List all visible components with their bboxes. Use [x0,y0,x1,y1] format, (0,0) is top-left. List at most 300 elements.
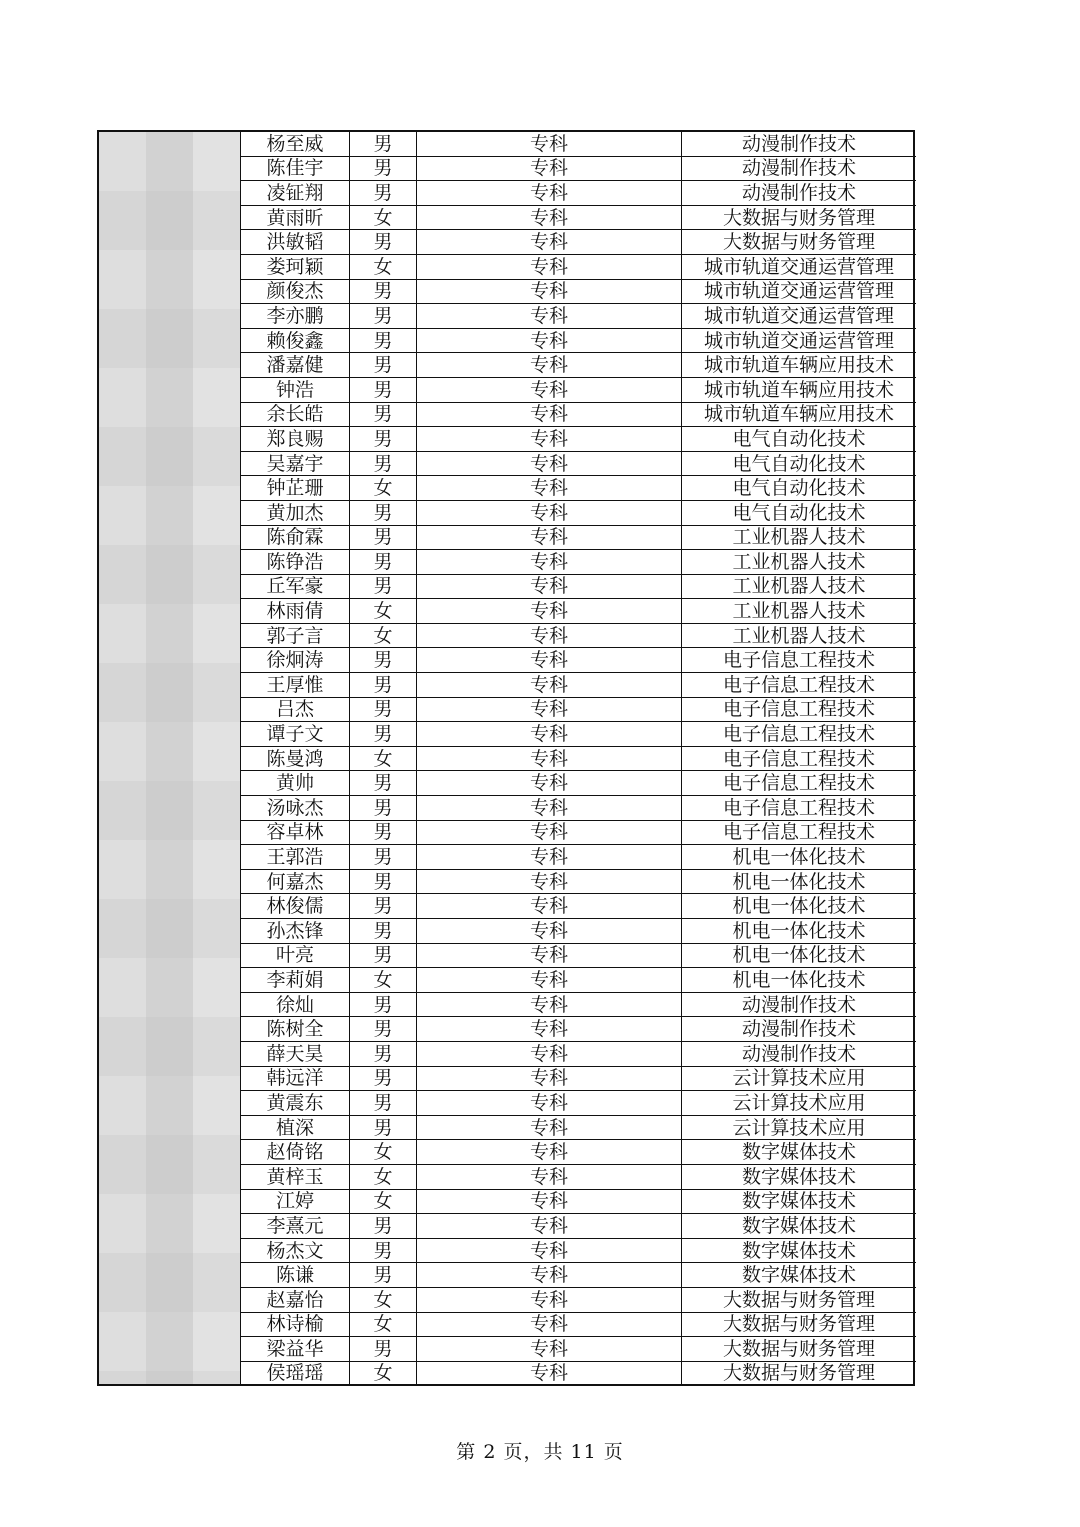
education-level-cell: 专科 [417,1312,682,1337]
table-row [241,968,916,993]
gender-cell: 男 [350,328,417,353]
redaction-block [193,1135,240,1194]
redaction-block [193,840,240,899]
education-level-cell: 专科 [417,304,682,329]
gender-cell: 男 [350,1214,417,1239]
education-level-cell: 专科 [417,722,682,747]
major-cell: 城市轨道车辆应用技术 [682,377,917,402]
redaction-block [99,191,146,250]
gender-cell: 男 [350,181,417,206]
gender-cell: 男 [350,771,417,796]
education-level-cell: 专科 [417,1189,682,1214]
table-row [241,451,916,476]
student-name-cell: 陈俞霖 [241,525,350,550]
education-level-cell: 专科 [417,1017,682,1042]
table-row [241,205,916,230]
gender-cell: 男 [350,648,417,673]
student-table-sheet [97,130,915,1386]
redaction-block [146,1135,193,1194]
education-level-cell: 专科 [417,205,682,230]
page-footer: 第 2 页，共 11 页 [456,1441,624,1463]
gender-cell: 女 [350,1189,417,1214]
table-row [241,500,916,525]
table-row [241,919,916,944]
redaction-block [193,722,240,781]
redaction-block [99,1371,146,1384]
student-name-cell: 颜俊杰 [241,279,350,304]
table-row [241,476,916,501]
redaction-block [146,722,193,781]
redaction-block [193,250,240,309]
student-name-cell: 汤咏杰 [241,796,350,821]
table-row [241,992,916,1017]
student-name-cell: 赵嘉怡 [241,1287,350,1312]
table-row [241,1091,916,1116]
table-row [241,746,916,771]
gender-cell: 男 [350,377,417,402]
education-level-cell: 专科 [417,254,682,279]
education-level-cell: 专科 [417,500,682,525]
gender-cell: 男 [350,500,417,525]
gender-cell: 男 [350,574,417,599]
gender-cell: 男 [350,427,417,452]
redaction-block [99,840,146,899]
redaction-block [99,250,146,309]
major-cell: 大数据与财务管理 [682,1337,917,1362]
gender-cell: 女 [350,968,417,993]
student-name-cell: 洪敏韬 [241,230,350,255]
table-row [241,525,916,550]
education-level-cell: 专科 [417,796,682,821]
education-level-cell: 专科 [417,1263,682,1288]
table-row [241,304,916,329]
education-level-cell: 专科 [417,623,682,648]
education-level-cell: 专科 [417,279,682,304]
table-row [241,673,916,698]
education-level-cell: 专科 [417,673,682,698]
gender-cell: 女 [350,1287,417,1312]
major-cell: 机电一体化技术 [682,869,917,894]
major-cell: 电子信息工程技术 [682,673,917,698]
table-row [241,1189,916,1214]
education-level-cell: 专科 [417,845,682,870]
student-name-cell: 余长皓 [241,402,350,427]
major-cell: 工业机器人技术 [682,599,917,624]
major-cell: 电气自动化技术 [682,476,917,501]
student-name-cell: 王郭浩 [241,845,350,870]
table-row [241,697,916,722]
gender-cell: 女 [350,1140,417,1165]
redaction-block [99,1253,146,1312]
major-cell: 电子信息工程技术 [682,820,917,845]
education-level-cell: 专科 [417,919,682,944]
redaction-block [193,781,240,840]
table-row [241,599,916,624]
education-level-cell: 专科 [417,451,682,476]
gender-cell: 男 [350,943,417,968]
gender-cell: 男 [350,1017,417,1042]
major-cell: 机电一体化技术 [682,968,917,993]
table-row [241,377,916,402]
education-level-cell: 专科 [417,525,682,550]
gender-cell: 男 [350,673,417,698]
major-cell: 工业机器人技术 [682,574,917,599]
major-cell: 动漫制作技术 [682,1041,917,1066]
major-cell: 机电一体化技术 [682,845,917,870]
major-cell: 城市轨道交通运营管理 [682,304,917,329]
table-row [241,427,916,452]
education-level-cell: 专科 [417,1238,682,1263]
student-name-cell: 潘嘉健 [241,353,350,378]
major-cell: 城市轨道交通运营管理 [682,279,917,304]
education-level-cell: 专科 [417,1066,682,1091]
education-level-cell: 专科 [417,968,682,993]
gender-cell: 男 [350,353,417,378]
table-row [241,181,916,206]
major-cell: 大数据与财务管理 [682,205,917,230]
major-cell: 机电一体化技术 [682,894,917,919]
student-name-cell: 江婷 [241,1189,350,1214]
table-row [241,1214,916,1239]
student-name-cell: 杨杰文 [241,1238,350,1263]
major-cell: 电子信息工程技术 [682,697,917,722]
student-name-cell: 丘军豪 [241,574,350,599]
gender-cell: 男 [350,845,417,870]
major-cell: 城市轨道车辆应用技术 [682,353,917,378]
student-name-cell: 陈曼鸿 [241,746,350,771]
education-level-cell: 专科 [417,820,682,845]
table-row [241,1017,916,1042]
redaction-block [193,1371,240,1384]
table-row [241,550,916,575]
gender-cell: 男 [350,1091,417,1116]
redaction-block [193,1076,240,1135]
student-name-cell: 叶亮 [241,943,350,968]
redaction-block [146,899,193,958]
redaction-block [146,1076,193,1135]
major-cell: 云计算技术应用 [682,1091,917,1116]
major-cell: 工业机器人技术 [682,550,917,575]
education-level-cell: 专科 [417,181,682,206]
gender-cell: 女 [350,599,417,624]
student-name-cell: 李莉娟 [241,968,350,993]
table-row [241,1287,916,1312]
major-cell: 动漫制作技术 [682,132,917,156]
table-row [241,722,916,747]
table-row [241,402,916,427]
major-cell: 云计算技术应用 [682,1115,917,1140]
redaction-block [193,191,240,250]
student-name-cell: 林诗榆 [241,1312,350,1337]
table-row [241,771,916,796]
major-cell: 数字媒体技术 [682,1164,917,1189]
education-level-cell: 专科 [417,1214,682,1239]
education-level-cell: 专科 [417,1091,682,1116]
redaction-block [99,1194,146,1253]
student-name-cell: 杨至威 [241,132,350,156]
redaction-block [146,368,193,427]
student-name-cell: 陈佳宇 [241,156,350,181]
student-name-cell: 陈谦 [241,1263,350,1288]
redaction-block [99,545,146,604]
education-level-cell: 专科 [417,402,682,427]
redaction-block [99,368,146,427]
redaction-block [146,840,193,899]
table-row [241,230,916,255]
major-cell: 动漫制作技术 [682,156,917,181]
redaction-block [193,545,240,604]
student-name-cell: 薛天昊 [241,1041,350,1066]
gender-cell: 男 [350,156,417,181]
gender-cell: 男 [350,1337,417,1362]
gender-cell: 男 [350,1066,417,1091]
table-row [241,648,916,673]
major-cell: 工业机器人技术 [682,623,917,648]
redaction-block [146,1194,193,1253]
education-level-cell: 专科 [417,377,682,402]
major-cell: 电子信息工程技术 [682,796,917,821]
major-cell: 电子信息工程技术 [682,746,917,771]
gender-cell: 男 [350,820,417,845]
education-level-cell: 专科 [417,353,682,378]
student-name-cell: 郭子言 [241,623,350,648]
redaction-block [193,1312,240,1371]
student-name-cell: 李熹元 [241,1214,350,1239]
major-cell: 机电一体化技术 [682,943,917,968]
gender-cell: 女 [350,476,417,501]
redaction-block [146,1017,193,1076]
gender-cell: 男 [350,869,417,894]
table-row [241,796,916,821]
student-name-cell: 孙杰锋 [241,919,350,944]
student-name-cell: 钟浩 [241,377,350,402]
education-level-cell: 专科 [417,550,682,575]
student-name-cell: 黄雨昕 [241,205,350,230]
redaction-block [99,663,146,722]
education-level-cell: 专科 [417,230,682,255]
student-name-cell: 何嘉杰 [241,869,350,894]
gender-cell: 男 [350,1263,417,1288]
gender-cell: 男 [350,697,417,722]
table-row [241,1312,916,1337]
education-level-cell: 专科 [417,328,682,353]
redaction-block [193,486,240,545]
redaction-block [193,958,240,1017]
major-cell: 电子信息工程技术 [682,722,917,747]
redaction-block [99,1076,146,1135]
major-cell: 动漫制作技术 [682,1017,917,1042]
table-row [241,156,916,181]
table-row [241,1238,916,1263]
student-table [241,132,916,1385]
redacted-column [99,132,241,1384]
table-row [241,353,916,378]
table-row [241,254,916,279]
gender-cell: 女 [350,254,417,279]
table-row [241,1361,916,1385]
major-cell: 数字媒体技术 [682,1140,917,1165]
education-level-cell: 专科 [417,771,682,796]
redaction-block [99,427,146,486]
education-level-cell: 专科 [417,476,682,501]
major-cell: 大数据与财务管理 [682,1312,917,1337]
redaction-block [193,309,240,368]
gender-cell: 女 [350,1361,417,1385]
redaction-block [146,958,193,1017]
table-row [241,1164,916,1189]
table-row [241,1337,916,1362]
redaction-block [146,309,193,368]
education-level-cell: 专科 [417,427,682,452]
major-cell: 电气自动化技术 [682,500,917,525]
major-cell: 数字媒体技术 [682,1238,917,1263]
education-level-cell: 专科 [417,943,682,968]
education-level-cell: 专科 [417,648,682,673]
student-name-cell: 赖俊鑫 [241,328,350,353]
table-row [241,574,916,599]
table-row [241,894,916,919]
major-cell: 电子信息工程技术 [682,771,917,796]
redaction-block [99,132,146,191]
table-row [241,845,916,870]
education-level-cell: 专科 [417,1041,682,1066]
student-name-cell: 郑良赐 [241,427,350,452]
redaction-block [146,604,193,663]
education-level-cell: 专科 [417,156,682,181]
student-name-cell: 徐炯涛 [241,648,350,673]
student-name-cell: 侯瑶瑶 [241,1361,350,1385]
table-row [241,1263,916,1288]
student-name-cell: 黄梓玉 [241,1164,350,1189]
major-cell: 云计算技术应用 [682,1066,917,1091]
redaction-block [146,486,193,545]
redaction-block [193,1017,240,1076]
redaction-block [99,309,146,368]
student-name-cell: 林雨倩 [241,599,350,624]
gender-cell: 女 [350,205,417,230]
student-name-cell: 黄加杰 [241,500,350,525]
gender-cell: 男 [350,992,417,1017]
student-name-cell: 凌钲翔 [241,181,350,206]
redaction-block [193,1194,240,1253]
major-cell: 工业机器人技术 [682,525,917,550]
major-cell: 数字媒体技术 [682,1189,917,1214]
major-cell: 电气自动化技术 [682,451,917,476]
redaction-block [193,368,240,427]
gender-cell: 男 [350,279,417,304]
student-name-cell: 徐灿 [241,992,350,1017]
redaction-block [99,899,146,958]
redaction-block [99,1312,146,1371]
gender-cell: 男 [350,230,417,255]
major-cell: 城市轨道交通运营管理 [682,328,917,353]
student-name-cell: 娄珂颖 [241,254,350,279]
major-cell: 大数据与财务管理 [682,1361,917,1385]
education-level-cell: 专科 [417,1361,682,1385]
redaction-block [146,427,193,486]
redaction-block [99,486,146,545]
education-level-cell: 专科 [417,1337,682,1362]
gender-cell: 男 [350,894,417,919]
table-row [241,869,916,894]
gender-cell: 女 [350,1164,417,1189]
table-row [241,1041,916,1066]
redaction-block [146,663,193,722]
student-name-cell: 黄震东 [241,1091,350,1116]
education-level-cell: 专科 [417,1287,682,1312]
redaction-block [193,899,240,958]
major-cell: 城市轨道车辆应用技术 [682,402,917,427]
major-cell: 城市轨道交通运营管理 [682,254,917,279]
gender-cell: 男 [350,919,417,944]
gender-cell: 男 [350,451,417,476]
table-row [241,132,916,156]
table-row [241,1066,916,1091]
redaction-block [193,663,240,722]
student-name-cell: 陈树全 [241,1017,350,1042]
redaction-block [193,132,240,191]
education-level-cell: 专科 [417,992,682,1017]
education-level-cell: 专科 [417,574,682,599]
education-level-cell: 专科 [417,894,682,919]
student-name-cell: 钟芷珊 [241,476,350,501]
table-row [241,943,916,968]
gender-cell: 男 [350,1115,417,1140]
redaction-block [146,1253,193,1312]
table-row [241,820,916,845]
major-cell: 数字媒体技术 [682,1214,917,1239]
major-cell: 数字媒体技术 [682,1263,917,1288]
gender-cell: 男 [350,1238,417,1263]
redaction-block [146,545,193,604]
redaction-block [193,427,240,486]
education-level-cell: 专科 [417,869,682,894]
major-cell: 电气自动化技术 [682,427,917,452]
redaction-block [193,604,240,663]
redaction-block [146,250,193,309]
major-cell: 电子信息工程技术 [682,648,917,673]
student-name-cell: 韩远洋 [241,1066,350,1091]
redaction-block [99,1017,146,1076]
gender-cell: 男 [350,796,417,821]
education-level-cell: 专科 [417,1140,682,1165]
gender-cell: 男 [350,132,417,156]
redaction-block [99,722,146,781]
education-level-cell: 专科 [417,746,682,771]
student-name-cell: 吕杰 [241,697,350,722]
redaction-block [146,1312,193,1371]
student-name-cell: 谭子文 [241,722,350,747]
education-level-cell: 专科 [417,1115,682,1140]
gender-cell: 女 [350,746,417,771]
student-name-cell: 梁益华 [241,1337,350,1362]
gender-cell: 男 [350,550,417,575]
table-row [241,279,916,304]
student-name-cell: 植深 [241,1115,350,1140]
redaction-block [99,1135,146,1194]
student-name-cell: 李亦鹏 [241,304,350,329]
student-name-cell: 吴嘉宇 [241,451,350,476]
student-name-cell: 赵倚铭 [241,1140,350,1165]
major-cell: 动漫制作技术 [682,992,917,1017]
redaction-block [193,1253,240,1312]
student-name-cell: 陈铮浩 [241,550,350,575]
education-level-cell: 专科 [417,132,682,156]
table-row [241,328,916,353]
redaction-block [146,191,193,250]
education-level-cell: 专科 [417,1164,682,1189]
gender-cell: 男 [350,304,417,329]
